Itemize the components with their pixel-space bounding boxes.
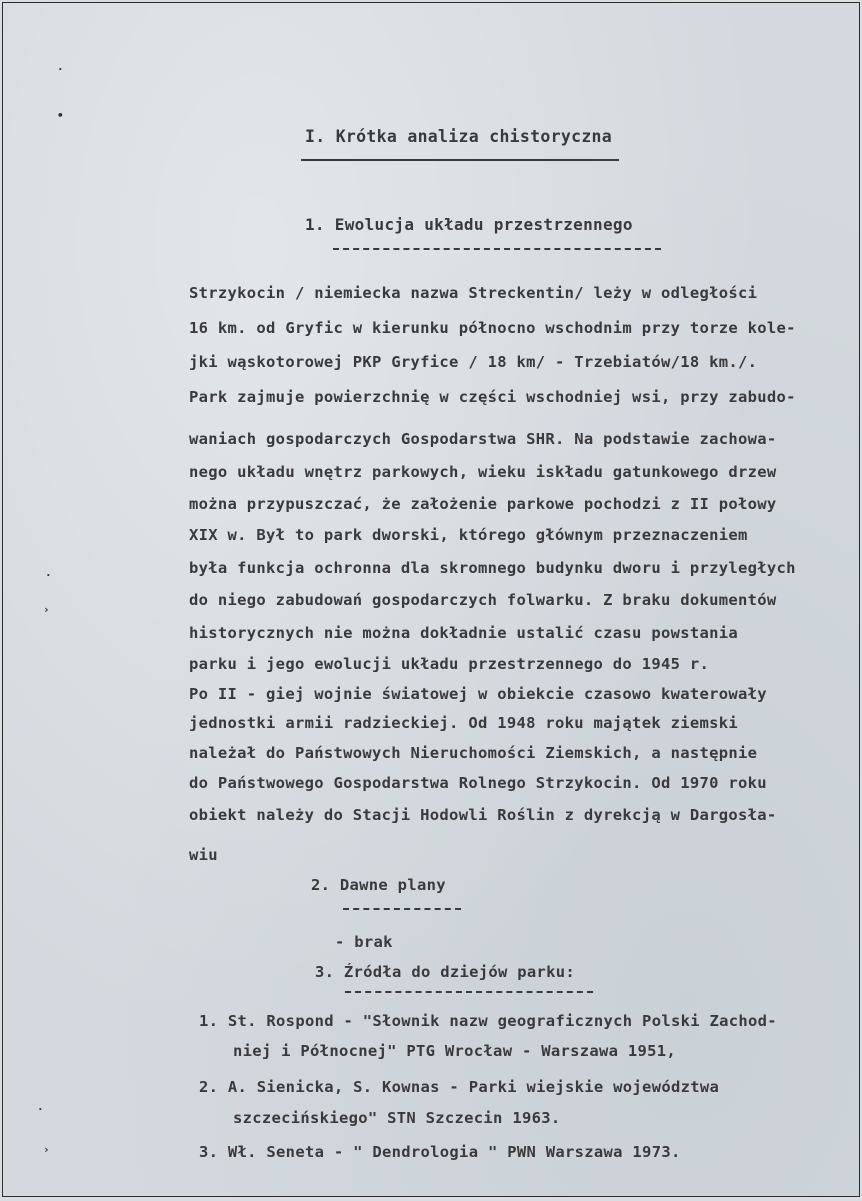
margin-mark: · — [37, 1103, 44, 1116]
body-line: była funkcja ochronna dla skromnego budynku dworu i przyległych — [189, 559, 796, 577]
page-title: I. Krótka analiza chistoryczna — [305, 127, 613, 146]
margin-mark: · — [45, 569, 52, 582]
body-line: Park zajmuje powierzchnię w części wschodniej wsi, przy zabudo- — [189, 388, 796, 406]
body-line: Po II - giej wojnie światowej w obiekcie czasowo kwaterowały — [189, 685, 767, 703]
body-line: do Państwowego Gospodarstwa Rolnego Strzykocin. Od 1970 roku — [189, 774, 767, 792]
margin-mark: • — [57, 109, 64, 122]
body-line: jednostki armii radzieckiej. Od 1948 roku majątek ziemski — [189, 714, 739, 732]
body-line: nego układu wnętrz parkowych, wieku iskładu gatunkowego drzew — [189, 463, 777, 481]
margin-mark: › — [43, 1143, 50, 1156]
body-line: Strzykocin / niemiecka nazwa Streckentin/ leży w odległości — [189, 284, 758, 302]
section-3-heading: 3. Źródła do dziejów parku: — [315, 963, 576, 981]
body-line: 16 km. od Gryfic w kierunku północno wschodnim przy torze kole- — [189, 319, 796, 337]
body-line: wiu — [189, 846, 218, 864]
title-underline — [301, 159, 619, 161]
section-2-underline — [343, 908, 461, 910]
body-line: jki wąskotorowej PKP Gryfice / 18 km/ - Trzebiatów/18 km./. — [189, 353, 758, 371]
body-line: XIX w. Był to park dworski, którego głównym przeznaczeniem — [189, 526, 748, 544]
margin-mark: · — [57, 63, 64, 76]
body-line: obiekt należy do Stacji Hodowli Roślin z dyrekcją w Dargosła- — [189, 806, 777, 824]
body-line: do niego zabudowań gospodarczych folwarku. Z braku dokumentów — [189, 591, 777, 609]
section-1-heading: 1. Ewolucja układu przestrzennego — [305, 215, 633, 234]
section-2-content: - brak — [335, 933, 393, 951]
section-3-underline — [345, 991, 593, 993]
list-item: szczecińskiego" STN Szczecin 1963. — [233, 1109, 561, 1127]
body-line: parku i jego ewolucji układu przestrzennego do 1945 r. — [189, 655, 710, 673]
list-item: 2. A. Sienicka, S. Kownas - Parki wiejskie województwa — [199, 1078, 720, 1096]
body-line: historycznych nie można dokładnie ustalić czasu powstania — [189, 624, 739, 642]
body-line: należał do Państwowych Nieruchomości Ziemskich, a następnie — [189, 744, 758, 762]
body-line: waniach gospodarczych Gospodarstwa SHR. Na podstawie zachowa- — [189, 430, 777, 448]
margin-mark: › — [43, 603, 50, 616]
body-line: można przypuszczać, że założenie parkowe pochodzi z II połowy — [189, 495, 777, 513]
section-1-underline — [333, 248, 661, 250]
document-page — [2, 2, 860, 1197]
list-item: 1. St. Rospond - "Słownik nazw geograficznych Polski Zachod- — [199, 1012, 777, 1030]
section-2-heading: 2. Dawne plany — [311, 876, 446, 894]
list-item: 3. Wł. Seneta - " Dendrologia " PWN Warszawa 1973. — [199, 1143, 681, 1161]
list-item: niej i Północnej" PTG Wrocław - Warszawa 1951, — [233, 1042, 677, 1060]
